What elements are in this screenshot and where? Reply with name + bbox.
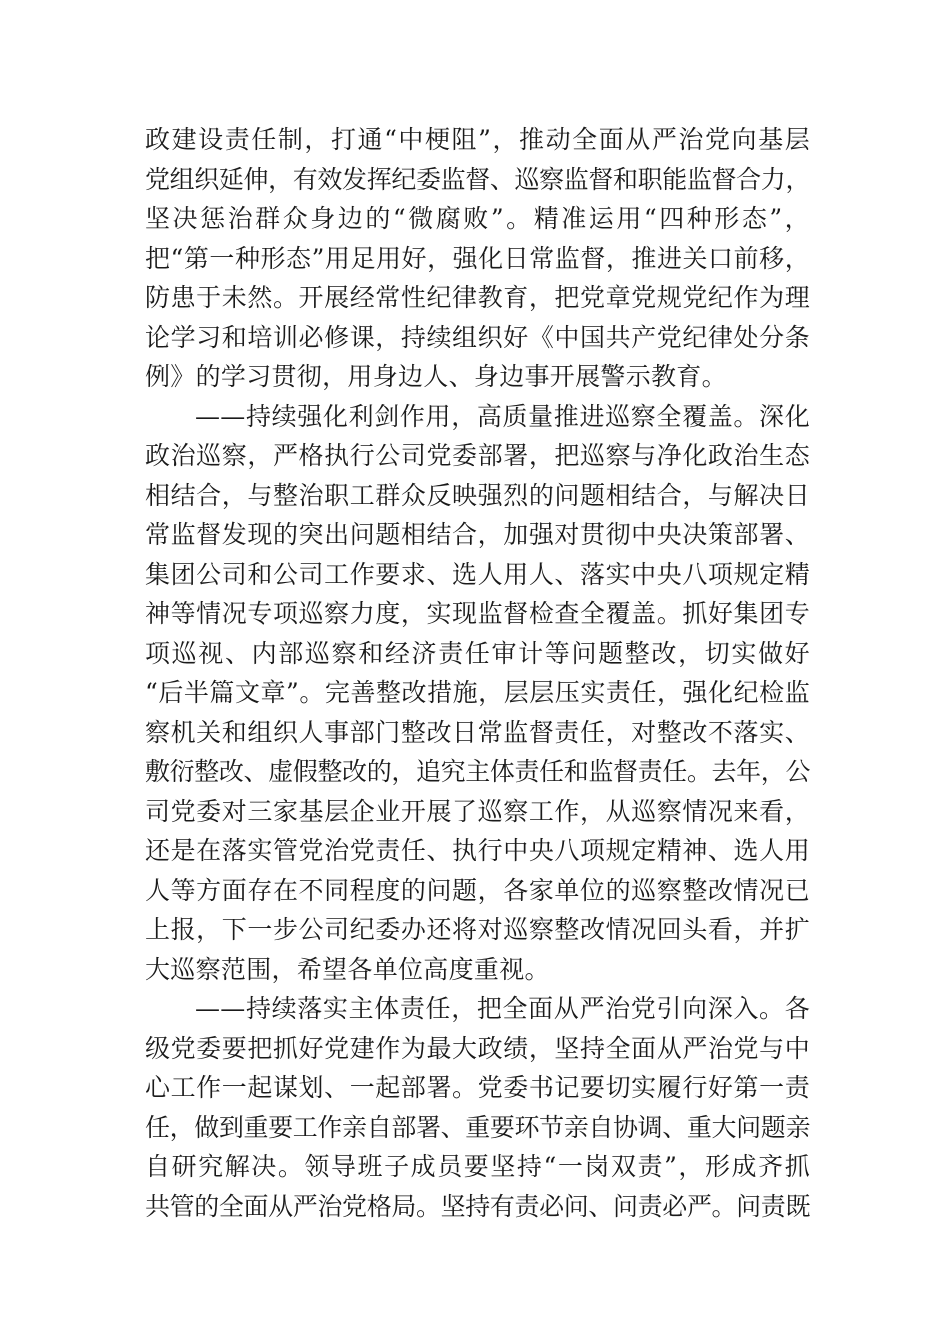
text-line: 任，做到重要工作亲自部署、重要环节亲自协调、重大问题亲	[145, 1112, 810, 1142]
text-line: 共管的全面从严治党格局。坚持有责必问、问责必严。问责既	[145, 1191, 810, 1221]
paragraph-1	[145, 120, 810, 397]
text-line: 防患于未然。开展经常性纪律教育，把党章党规党纪作为理	[145, 283, 810, 312]
text-line: 常监督发现的突出问题相结合，加强对贯彻中央决策部署、	[145, 520, 810, 549]
text-line: 政治巡察，严格执行公司党委部署，把巡察与净化政治生态	[145, 441, 810, 470]
text-line: 人等方面存在不同程度的问题，各家单位的巡察整改情况已	[145, 875, 810, 905]
text-line: 心工作一起谋划、一起部署。党委书记要切实履行好第一责	[145, 1073, 810, 1102]
text-line: 把“第一种形态”用足用好，强化日常监督，推进关口前移，	[145, 243, 810, 273]
text-line: 神等情况专项巡察力度，实现监督检查全覆盖。抓好集团专	[145, 599, 810, 628]
text-line: ——持续强化利剑作用，高质量推进巡察全覆盖。深化	[195, 401, 810, 431]
text-line: 自研究解决。领导班子成员要坚持“一岗双责”，形成齐抓	[145, 1152, 810, 1181]
text-line: 还是在落实管党治党责任、执行中央八项规定精神、选人用	[145, 836, 810, 865]
text-line: 级党委要把抓好党建作为最大政绩，坚持全面从严治党与中	[145, 1033, 810, 1063]
paragraph-2	[145, 397, 810, 990]
document-body	[145, 120, 810, 1226]
text-line: ——持续落实主体责任，把全面从严治党引向深入。各	[195, 994, 810, 1023]
text-line: 敷衍整改、虚假整改的，追究主体责任和监督责任。去年，公	[145, 757, 810, 786]
text-line: 项巡视、内部巡察和经济责任审计等问题整改，切实做好	[145, 638, 810, 668]
text-line: 论学习和培训必修课，持续组织好《中国共产党纪律处分条	[145, 322, 810, 352]
paragraph-3	[145, 989, 810, 1226]
text-line: 党组织延伸，有效发挥纪委监督、巡察监督和职能监督合力，	[145, 164, 810, 194]
text-line: 司党委对三家基层企业开展了巡察工作，从巡察情况来看，	[145, 796, 810, 826]
text-line: 察机关和组织人事部门整改日常监督责任，对整改不落实、	[145, 717, 810, 747]
text-line: 集团公司和公司工作要求、选人用人、落实中央八项规定精	[145, 559, 810, 589]
text-line: 相结合，与整治职工群众反映强烈的问题相结合，与解决日	[145, 480, 810, 510]
text-line: 坚决惩治群众身边的“微腐败”。精准运用“四种形态”，	[145, 204, 810, 233]
text-line: 上报，下一步公司纪委办还将对巡察整改情况回头看，并扩	[145, 915, 810, 944]
text-line: “后半篇文章”。完善整改措施，层层压实责任，强化纪检监	[145, 678, 810, 707]
text-line: 政建设责任制，打通“中梗阻”，推动全面从严治党向基层	[145, 125, 810, 154]
text-line: 大巡察范围，希望各单位高度重视。	[145, 954, 550, 984]
text-line: 例》的学习贯彻，用身边人、身边事开展警示教育。	[145, 362, 727, 391]
